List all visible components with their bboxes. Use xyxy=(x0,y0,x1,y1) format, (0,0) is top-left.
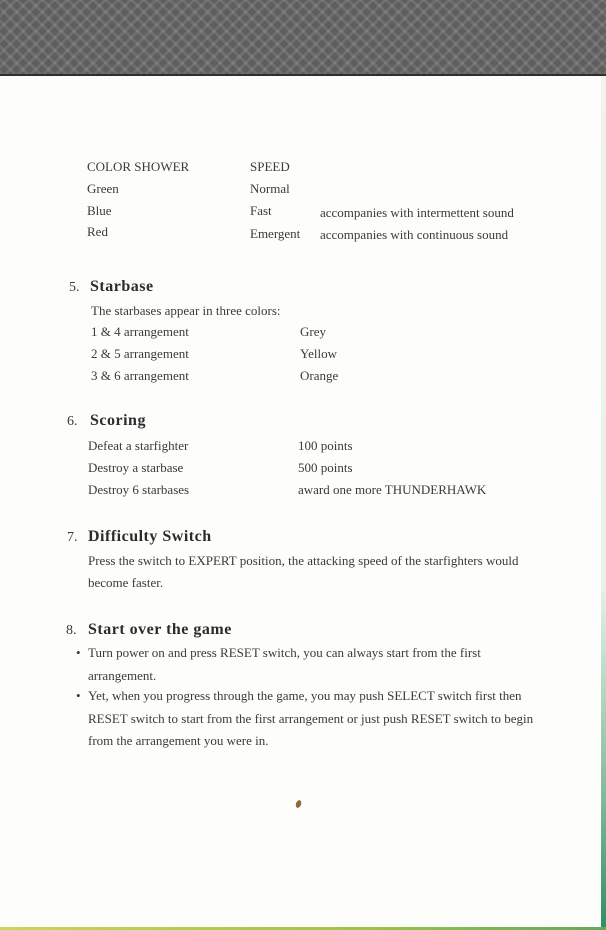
color-cell: Red xyxy=(87,224,108,239)
arrangement-color: Yellow xyxy=(300,346,337,361)
scoring-label: Destroy 6 starbases xyxy=(88,482,190,497)
section-number: 8. xyxy=(66,623,77,638)
speed-column-header: SPEED xyxy=(250,159,290,174)
section-number: 7. xyxy=(67,530,78,545)
section-text: Press the switch to EXPERT position, the attacking speed of the starfighters would become faster. xyxy=(88,553,519,590)
page-right-edge xyxy=(601,76,606,930)
paper-speck xyxy=(295,799,302,808)
section-number: 5. xyxy=(69,280,80,295)
bullet-text: Turn power on and press RESET switch, you can always start from the first arrangement. xyxy=(88,645,481,683)
arrangement-color: Grey xyxy=(300,324,326,339)
section-title: Start over the game xyxy=(88,621,232,638)
color-column-header: COLOR SHOWER xyxy=(87,159,190,174)
bullet-item xyxy=(76,642,550,687)
scoring-label: Defeat a starfighter xyxy=(88,438,189,453)
bullet-text: Yet, when you progress through the game, you may push SELECT switch first then RESET switch to start from the first arrangement or just push RESET switch to begin from the arrangement you were in. xyxy=(88,688,534,748)
arrangement-label: 2 & 5 arrangement xyxy=(91,346,189,361)
arrangement-label: 1 & 4 arrangement xyxy=(91,324,189,339)
section-number: 6. xyxy=(67,414,78,429)
bullet-symbol: • xyxy=(76,645,81,660)
header-rule xyxy=(0,74,606,76)
speed-cell: Emergent xyxy=(250,226,301,241)
bullet-item xyxy=(76,685,550,753)
section-intro: The starbases appear in three colors: xyxy=(91,303,281,318)
color-cell: Blue xyxy=(87,203,112,218)
section-title: Scoring xyxy=(90,412,146,429)
scoring-value: award one more THUNDERHAWK xyxy=(298,482,487,497)
bullet-symbol: • xyxy=(76,688,81,703)
arrangement-color: Orange xyxy=(300,368,339,383)
scoring-label: Destroy a starbase xyxy=(88,460,184,475)
scoring-value: 500 points xyxy=(298,460,353,475)
section-title: Starbase xyxy=(90,278,154,295)
arrangement-label: 3 & 6 arrangement xyxy=(91,368,189,383)
speed-cell: Normal xyxy=(250,181,290,196)
section-title: Difficulty Switch xyxy=(88,528,212,545)
note-cell: accompanies with intermettent sound xyxy=(320,205,514,220)
scoring-value: 100 points xyxy=(298,438,353,453)
speed-cell: Fast xyxy=(250,203,272,218)
scanned-header-band xyxy=(0,0,606,74)
note-cell: accompanies with continuous sound xyxy=(320,227,509,242)
color-cell: Green xyxy=(87,181,119,196)
